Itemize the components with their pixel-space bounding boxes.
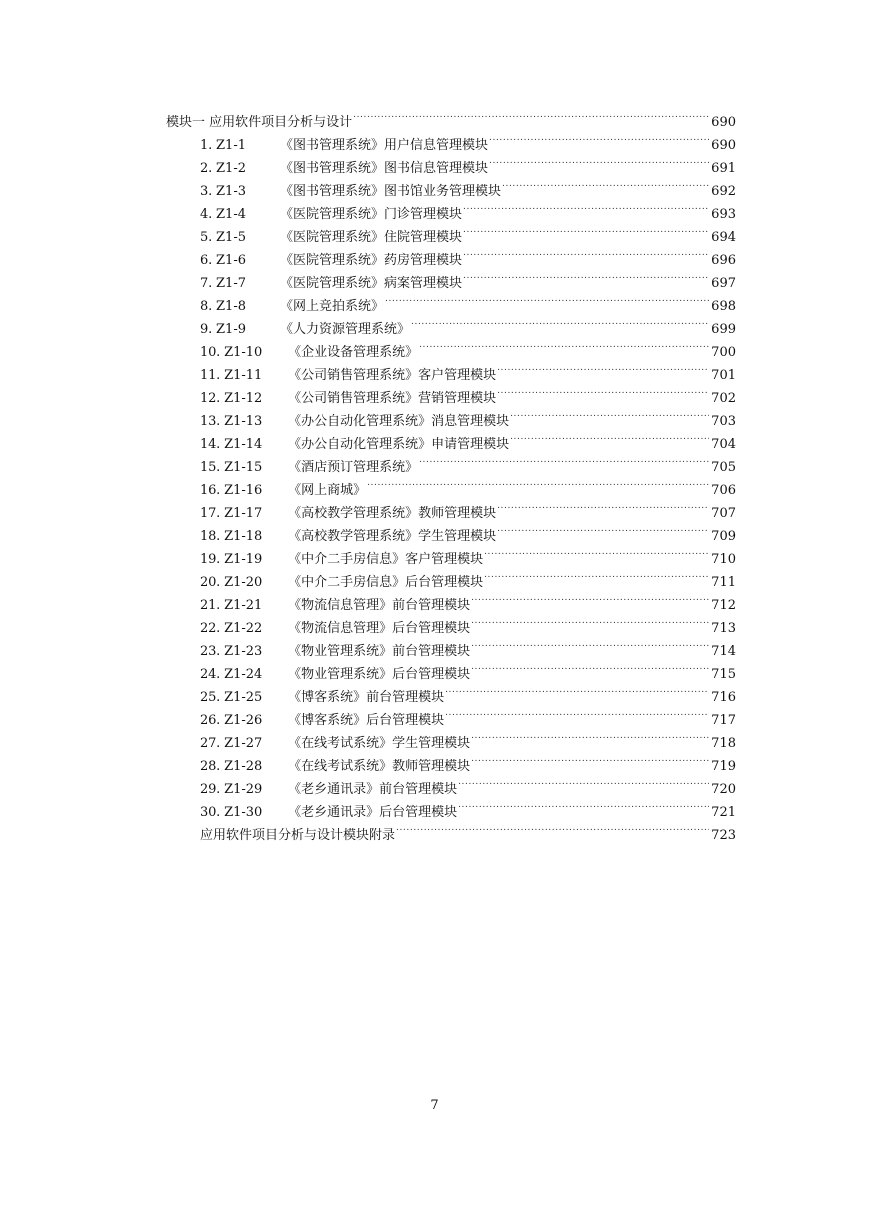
toc-entry-code: Z1-14 xyxy=(224,437,263,452)
dot-leader xyxy=(411,310,709,333)
toc-entry-title: 《医院管理系统》病案管理模块 xyxy=(280,276,463,291)
toc-entry-number: 24. xyxy=(200,667,221,682)
toc-entry-title: 《博客系统》前台管理模块 xyxy=(288,690,445,705)
dot-leader xyxy=(471,609,709,632)
dot-leader xyxy=(396,816,709,839)
toc-entry-number: 3. xyxy=(200,184,213,199)
dot-leader xyxy=(471,724,709,747)
toc-entry-code: Z1-24 xyxy=(224,667,263,682)
dot-leader xyxy=(458,770,709,793)
toc-entry-code: Z1-27 xyxy=(224,736,263,751)
dot-leader xyxy=(502,172,709,195)
dot-leader xyxy=(445,701,709,724)
toc-entry-title: 《图书管理系统》用户信息管理模块 xyxy=(280,138,489,153)
toc-entry-number: 28. xyxy=(200,759,221,774)
toc-entry-page: 692 xyxy=(711,184,736,199)
dot-leader xyxy=(510,425,709,448)
toc-entry-title: 《酒店预订管理系统》 xyxy=(288,460,419,475)
toc-entry-number: 5. xyxy=(200,230,213,245)
toc-entry-number: 15. xyxy=(200,460,221,475)
toc-entry-code: Z1-22 xyxy=(224,621,263,636)
dot-leader xyxy=(497,356,709,379)
toc-entry-title: 《高校教学管理系统》学生管理模块 xyxy=(288,529,497,544)
dot-leader xyxy=(463,241,709,264)
toc-entry-number: 18. xyxy=(200,529,221,544)
toc-entry-code: Z1-4 xyxy=(216,207,246,222)
toc-entry-page: 694 xyxy=(711,230,736,245)
toc-entry-page: 717 xyxy=(711,713,736,728)
toc-entry-code: Z1-19 xyxy=(224,552,263,567)
toc-entry-code: Z1-12 xyxy=(224,391,263,406)
toc-entry-title: 《医院管理系统》药房管理模块 xyxy=(280,253,463,268)
dot-leader xyxy=(471,655,709,678)
toc-entry-title: 《办公自动化管理系统》申请管理模块 xyxy=(288,437,510,452)
toc-entry-number: 7. xyxy=(200,276,213,291)
toc-entry-title: 模块一 应用软件项目分析与设计 xyxy=(166,115,353,130)
toc-entry-code: Z1-1 xyxy=(216,138,246,153)
dot-leader xyxy=(510,402,709,425)
toc-entry-title: 《网上竞拍系统》 xyxy=(280,299,385,314)
toc-entry-page: 693 xyxy=(711,207,736,222)
toc-entry-code: Z1-29 xyxy=(224,782,263,797)
toc-entry-number: 14. xyxy=(200,437,221,452)
toc-entry-number: 21. xyxy=(200,598,221,613)
toc-entry-page: 709 xyxy=(711,529,736,544)
toc-entry-title: 《图书管理系统》图书馆业务管理模块 xyxy=(280,184,502,199)
toc-entry-page: 698 xyxy=(711,299,736,314)
toc-entry[interactable] xyxy=(166,103,736,130)
toc-entry-code: Z1-5 xyxy=(216,230,246,245)
toc-entry-page: 701 xyxy=(711,368,736,383)
toc-entry-title: 《物业管理系统》前台管理模块 xyxy=(288,644,471,659)
dot-leader xyxy=(463,195,709,218)
dot-leader xyxy=(497,494,709,517)
toc-entry-page: 703 xyxy=(711,414,736,429)
dot-leader xyxy=(471,632,709,655)
toc-entry-title: 《办公自动化管理系统》消息管理模块 xyxy=(288,414,510,429)
dot-leader xyxy=(471,747,709,770)
toc-entry-code: Z1-3 xyxy=(216,184,246,199)
toc-entry-code: Z1-9 xyxy=(216,322,246,337)
toc-entry-page: 718 xyxy=(711,736,736,751)
toc-entry-code: Z1-6 xyxy=(216,253,246,268)
toc-entry-number: 19. xyxy=(200,552,221,567)
toc-entry-title: 《老乡通讯录》前台管理模块 xyxy=(288,782,458,797)
toc-entry-code: Z1-11 xyxy=(224,368,263,383)
toc-entry-page: 719 xyxy=(711,759,736,774)
toc-entry-title: 《企业设备管理系统》 xyxy=(288,345,419,360)
toc-entry-title: 《高校教学管理系统》教师管理模块 xyxy=(288,506,497,521)
dot-leader xyxy=(497,379,709,402)
toc-entry-number: 26. xyxy=(200,713,221,728)
page-number: 7 xyxy=(430,1098,439,1113)
dot-leader xyxy=(367,471,709,494)
toc-entry-number: 6. xyxy=(200,253,213,268)
toc-entry-number: 22. xyxy=(200,621,221,636)
toc-entry-page: 706 xyxy=(711,483,736,498)
toc-entry-number: 17. xyxy=(200,506,221,521)
toc-entry-page: 713 xyxy=(711,621,736,636)
toc-entry-code: Z1-20 xyxy=(224,575,263,590)
table-of-contents xyxy=(166,103,736,843)
toc-entry-number: 30. xyxy=(200,805,221,820)
toc-entry-number: 25. xyxy=(200,690,221,705)
toc-entry-page: 711 xyxy=(711,575,736,590)
toc-entry-page: 700 xyxy=(711,345,736,360)
toc-entry-page: 712 xyxy=(711,598,736,613)
toc-entry-number: 20. xyxy=(200,575,221,590)
toc-entry-title: 《医院管理系统》住院管理模块 xyxy=(280,230,463,245)
toc-entry-number: 10. xyxy=(200,345,221,360)
toc-entry-number: 8. xyxy=(200,299,213,314)
toc-entry-page: 696 xyxy=(711,253,736,268)
toc-entry-page: 697 xyxy=(711,276,736,291)
dot-leader xyxy=(385,287,709,310)
toc-entry-page: 714 xyxy=(711,644,736,659)
toc-entry-title: 应用软件项目分析与设计模块附录 xyxy=(200,828,396,843)
toc-entry-code: Z1-10 xyxy=(224,345,263,360)
toc-entry-number: 9. xyxy=(200,322,213,337)
dot-leader xyxy=(484,540,709,563)
toc-entry-page: 702 xyxy=(711,391,736,406)
toc-entry-code: Z1-21 xyxy=(224,598,263,613)
dot-leader xyxy=(445,678,709,701)
toc-entry-number: 1. xyxy=(200,138,213,153)
toc-entry-title: 《物流信息管理》前台管理模块 xyxy=(288,598,471,613)
toc-entry-title: 《在线考试系统》教师管理模块 xyxy=(288,759,471,774)
toc-entry-code: Z1-28 xyxy=(224,759,263,774)
toc-entry-page: 690 xyxy=(711,138,736,153)
dot-leader xyxy=(484,563,709,586)
toc-entry-number: 23. xyxy=(200,644,221,659)
toc-entry-title: 《医院管理系统》门诊管理模块 xyxy=(280,207,463,222)
toc-entry-number: 13. xyxy=(200,414,221,429)
toc-entry-title: 《博客系统》后台管理模块 xyxy=(288,713,445,728)
dot-leader xyxy=(471,586,709,609)
toc-entry-page: 721 xyxy=(711,805,736,820)
dot-leader xyxy=(353,103,709,126)
toc-entry-number: 11. xyxy=(200,368,221,383)
toc-entry-title: 《在线考试系统》学生管理模块 xyxy=(288,736,471,751)
toc-entry-title: 《物业管理系统》后台管理模块 xyxy=(288,667,471,682)
toc-entry-page: 699 xyxy=(711,322,736,337)
toc-entry-title: 《网上商城》 xyxy=(288,483,367,498)
toc-entry-code: Z1-17 xyxy=(224,506,263,521)
toc-entry-title: 《中介二手房信息》客户管理模块 xyxy=(288,552,484,567)
toc-entry-page: 704 xyxy=(711,437,736,452)
dot-leader xyxy=(489,149,709,172)
toc-entry-title: 《公司销售管理系统》客户管理模块 xyxy=(288,368,497,383)
toc-entry-code: Z1-16 xyxy=(224,483,263,498)
toc-entry-page: 707 xyxy=(711,506,736,521)
toc-entry-number: 29. xyxy=(200,782,221,797)
toc-entry-title: 《物流信息管理》后台管理模块 xyxy=(288,621,471,636)
toc-entry-page: 705 xyxy=(711,460,736,475)
dot-leader xyxy=(458,793,709,816)
dot-leader xyxy=(463,264,709,287)
toc-entry-page: 710 xyxy=(711,552,736,567)
toc-entry-number: 2. xyxy=(200,161,213,176)
toc-entry-title: 《公司销售管理系统》营销管理模块 xyxy=(288,391,497,406)
toc-entry-page: 715 xyxy=(711,667,736,682)
toc-entry-title: 《人力资源管理系统》 xyxy=(280,322,411,337)
toc-entry-code: Z1-13 xyxy=(224,414,263,429)
toc-entry-code: Z1-7 xyxy=(216,276,246,291)
toc-entry-title: 《图书管理系统》图书信息管理模块 xyxy=(280,161,489,176)
toc-entry-code: Z1-25 xyxy=(224,690,263,705)
toc-entry-page: 691 xyxy=(711,161,736,176)
toc-entry-title: 《老乡通讯录》后台管理模块 xyxy=(288,805,458,820)
toc-entry-code: Z1-8 xyxy=(216,299,246,314)
toc-entry-page: 690 xyxy=(711,115,736,130)
toc-entry-code: Z1-30 xyxy=(224,805,263,820)
toc-entry-title: 《中介二手房信息》后台管理模块 xyxy=(288,575,484,590)
toc-entry-number: 4. xyxy=(200,207,213,222)
dot-leader xyxy=(489,126,709,149)
dot-leader xyxy=(497,517,709,540)
toc-entry-page: 716 xyxy=(711,690,736,705)
toc-entry-code: Z1-15 xyxy=(224,460,263,475)
toc-entry-code: Z1-2 xyxy=(216,161,246,176)
dot-leader xyxy=(419,448,709,471)
toc-entry-code: Z1-23 xyxy=(224,644,263,659)
dot-leader xyxy=(463,218,709,241)
toc-entry-number: 12. xyxy=(200,391,221,406)
toc-entry-code: Z1-18 xyxy=(224,529,263,544)
toc-entry-number: 16. xyxy=(200,483,221,498)
toc-entry-page: 723 xyxy=(711,828,736,843)
toc-entry-page: 720 xyxy=(711,782,736,797)
toc-entry-number: 27. xyxy=(200,736,221,751)
dot-leader xyxy=(419,333,709,356)
toc-entry-code: Z1-26 xyxy=(224,713,263,728)
